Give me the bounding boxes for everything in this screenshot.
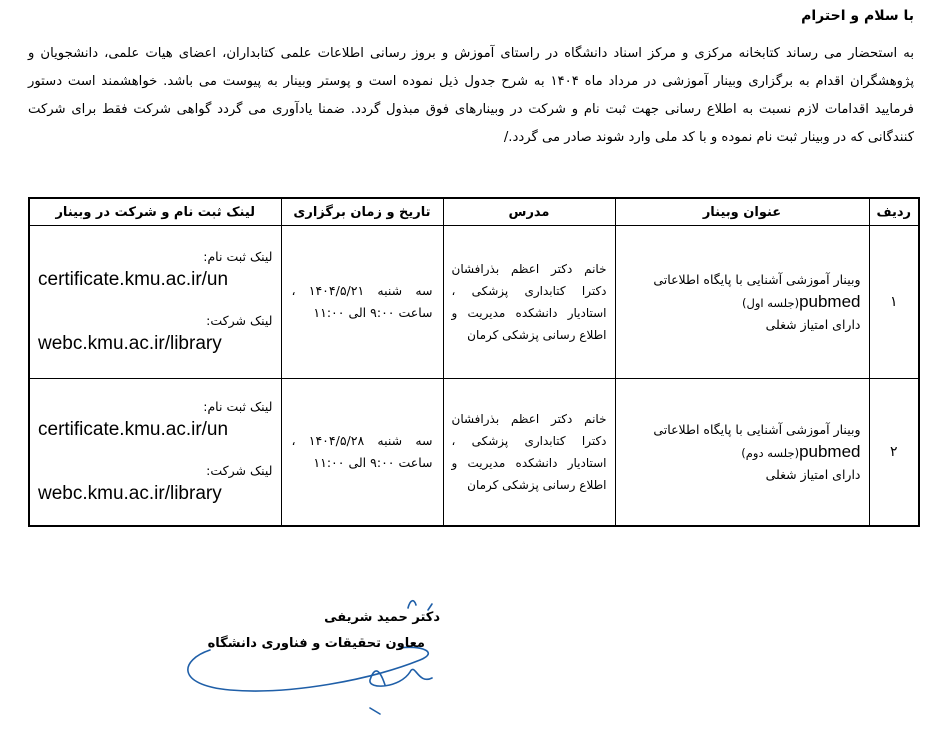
table-row — [29, 379, 919, 527]
session-label: (جلسه دوم) — [741, 445, 800, 460]
table-row — [29, 226, 919, 379]
webinar-title-cell — [615, 379, 869, 527]
datetime-cell: سه شنبه ۱۴۰۴/۵/۲۸ ، ساعت ۹:۰۰ الی ۱۱:۰۰ — [281, 379, 443, 527]
join-link[interactable]: webc.kmu.ac.ir/library — [38, 483, 222, 504]
database-name: pubmed — [799, 441, 861, 461]
signer-title: معاون تحقیقات و فناوری دانشگاه — [207, 636, 425, 651]
header-row-number: ردیف — [869, 198, 919, 226]
database-name: pubmed — [799, 291, 861, 311]
registration-link-label: لینک ثبت نام: — [203, 249, 273, 264]
greeting: با سلام و احترام — [801, 8, 914, 24]
intro-paragraph: به استحضار می رساند کتابخانه مرکزی و مرکز اسناد دانشگاه در راستای آموزش و بروز رسانی اطلاعات علمی کتابداران، اعضای هیات علمی، دانشجویان و پژوهشگران اقدام به برگزاری وبینار آموزشی در مرداد ماه ۱۴۰۴ به شرح جدول ذیل نموده است و پوستر وبینار به پیوست می باشد. خواهشمند است دستور فرمایید اقدامات لازم نسبت به اطلاع رسانی جهت ثبت نام و شرکت در وبینارهای فوق مبذول گردد. ضمنا یادآوری می گردد گواهی شرکت فقط برای شرکت کنندگانی که در وبینار ثبت نام نموده و با کد ملی وارد شوند صادر می گردد./ — [28, 46, 914, 145]
link-spacer — [38, 443, 273, 461]
webinar-title-db-line — [624, 291, 861, 314]
join-link[interactable]: webc.kmu.ac.ir/library — [38, 333, 222, 354]
registration-link[interactable]: certificate.kmu.ac.ir/un — [38, 419, 229, 440]
registration-link-label: لینک ثبت نام: — [203, 399, 273, 414]
job-credit-line: دارای امتیاز شغلی — [765, 466, 861, 482]
webinar-title-line: وبینار آموزشی آشنایی با پایگاه اطلاعاتی — [653, 271, 861, 287]
join-link-label: لینک شرکت: — [206, 463, 273, 478]
row-number: ۱ — [869, 226, 919, 379]
webinar-title-cell — [615, 226, 869, 379]
table-header-row — [29, 198, 919, 226]
session-label: (جلسه اول) — [741, 295, 800, 310]
signature-block — [170, 590, 470, 730]
header-link: لینک ثبت نام و شرکت در وبینار — [29, 198, 281, 226]
link-cell — [29, 379, 281, 527]
webinar-table — [28, 197, 920, 527]
job-credit-line: دارای امتیاز شغلی — [765, 316, 861, 332]
row-number: ۲ — [869, 379, 919, 527]
webinar-title-db-line — [624, 441, 861, 464]
teacher-cell: خانم دکتر اعظم بذرافشان دکترا کتابداری پزشکی ، استادیار دانشکده مدیریت و اطلاع رسانی پزشکی کرمان — [443, 379, 615, 527]
header-teacher: مدرس — [443, 198, 615, 226]
teacher-cell: خانم دکتر اعظم بذرافشان دکترا کتابداری پزشکی ، استادیار دانشکده مدیریت و اطلاع رسانی پزشکی کرمان — [443, 226, 615, 379]
header-datetime: تاریخ و زمان برگزاری — [281, 198, 443, 226]
registration-link[interactable]: certificate.kmu.ac.ir/un — [38, 269, 229, 290]
datetime-cell: سه شنبه ۱۴۰۴/۵/۲۱ ، ساعت ۹:۰۰ الی ۱۱:۰۰ — [281, 226, 443, 379]
signer-name: دکتر حمید شریفی — [324, 610, 440, 625]
webinar-title-line: وبینار آموزشی آشنایی با پایگاه اطلاعاتی — [653, 421, 861, 437]
link-cell — [29, 226, 281, 379]
join-link-label: لینک شرکت: — [206, 313, 273, 328]
header-webinar-title: عنوان وبینار — [615, 198, 869, 226]
link-spacer — [38, 293, 273, 311]
